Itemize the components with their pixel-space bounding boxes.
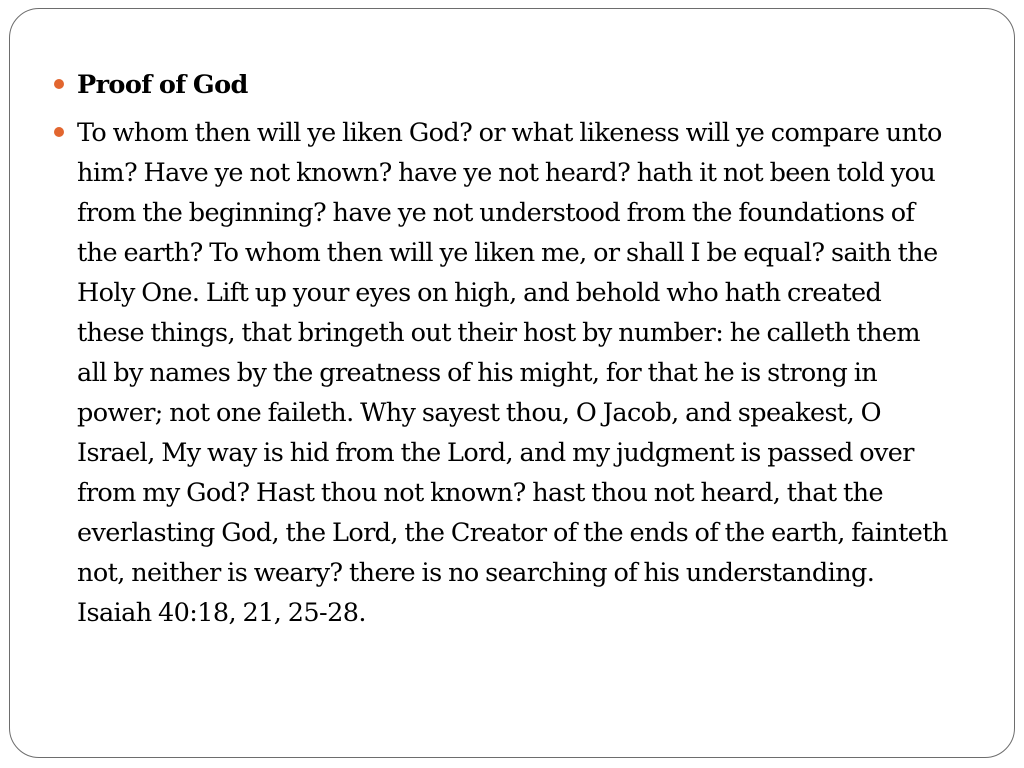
slide-frame xyxy=(9,8,1015,758)
bullet-item-heading xyxy=(54,65,954,105)
slide-heading: Proof of God xyxy=(77,70,248,100)
bullet-item-scripture xyxy=(54,113,954,633)
bullet-dot-icon xyxy=(54,79,64,89)
bullet-list xyxy=(54,65,954,633)
bullet-dot-icon xyxy=(54,127,64,137)
scripture-quote: To whom then will ye liken God? or what likeness will ye compare unto him? Have ye not known? have ye not heard? hath it not been told you from the beginning? have ye not understood from the foundations of the earth? To whom then will ye liken me, or shall I be equal? saith the Holy One. Lift up your eyes on high, and behold who hath created these things, that bringeth out their host by number: he calleth them all by names by the greatness of his might, for that he is strong in power; not one faileth. Why sayest thou, O Jacob, and speakest, O Israel, My way is hid from the Lord, and my judgment is passed over from my God? Hast thou not known? hast thou not heard, that the everlasting God, the Lord, the Creator of the ends of the earth, fainteth not, neither is weary? there is no searching of his understanding. Isaiah 40:18, 21, 25-28. xyxy=(77,118,948,628)
